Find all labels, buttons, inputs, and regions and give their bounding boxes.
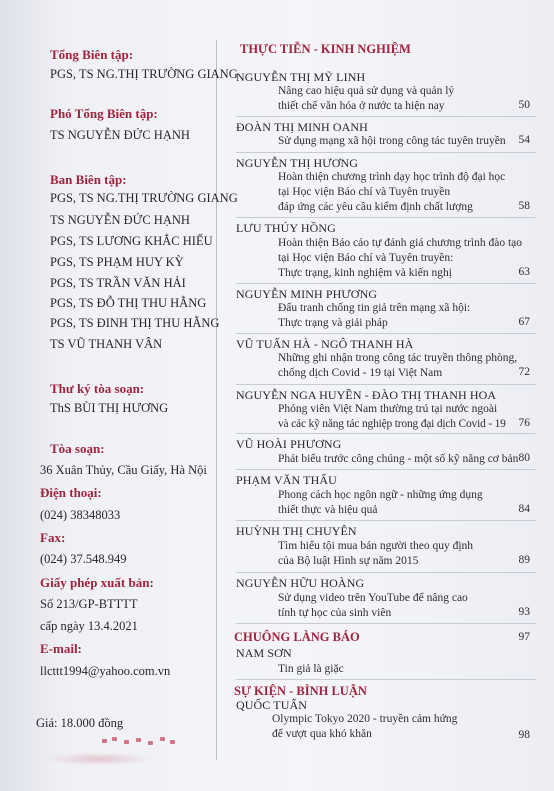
toc-page-number: 67 xyxy=(518,316,530,328)
entry-separator xyxy=(236,520,536,521)
board-member: TS VŨ THANH VÂN xyxy=(50,337,163,351)
entry-separator xyxy=(236,433,536,434)
toc-title: tại Học viện Báo chí và Tuyên truyền: xyxy=(278,252,454,264)
toc-title: tại Học viện Báo chí và Tuyên truyền xyxy=(278,186,451,198)
toc-author: QUỐC TUẤN xyxy=(236,698,308,712)
entry-separator xyxy=(236,116,536,117)
toc-author: VŨ HOÀI PHƯƠNG xyxy=(236,437,342,451)
toc-title: Những ghi nhận trong công tác truyền thông phòng, xyxy=(278,352,518,364)
section-heading: CHUÔNG LÀNG BÁO xyxy=(234,630,360,644)
entry-separator xyxy=(236,283,536,284)
toc-page-number: 63 xyxy=(518,266,530,278)
toc-author: ĐOÀN THỊ MINH OANH xyxy=(236,120,368,134)
toc-page-number: 72 xyxy=(518,366,530,378)
toc-page-number: 84 xyxy=(518,503,530,515)
toc-title: thiết thực và hiệu quả xyxy=(278,504,378,516)
toc-author: LƯU THÚY HỒNG xyxy=(236,221,336,235)
fax-number: (024) 37.548.949 xyxy=(40,552,127,566)
toc-title: Phát biểu trước công chúng - một số kỹ năng cơ bản xyxy=(278,453,519,465)
ink-smudge xyxy=(44,752,154,766)
toc-title: Tìm hiểu tội mua bán người theo quy định xyxy=(278,540,474,552)
toc-page-number: 58 xyxy=(518,200,530,212)
secretary-label: Thư ký tòa soạn: xyxy=(50,381,145,396)
toc-author: NGUYỄN HỮU HOÀNG xyxy=(236,576,365,590)
toc-title: chống dịch Covid - 19 tại Việt Nam xyxy=(278,367,443,379)
toc-title: Thực trạng và giải pháp xyxy=(278,317,388,329)
toc-author: NGUYỄN THỊ HƯƠNG xyxy=(236,156,359,170)
toc-author: HUỲNH THỊ CHUYÊN xyxy=(236,524,357,538)
toc-page-number: 76 xyxy=(518,417,530,429)
entry-separator xyxy=(236,469,536,470)
fax-label: Fax: xyxy=(40,530,66,545)
board-member: PGS, TS LƯƠNG KHẮC HIẾU xyxy=(50,234,213,248)
toc-title: đáp ứng các yêu cầu kiểm định chất lượng xyxy=(278,201,473,213)
board-member: PGS, TS PHẠM HUY KỲ xyxy=(50,255,184,269)
entry-separator xyxy=(236,623,536,624)
toc-title: Tin giả là giặc xyxy=(278,663,344,675)
toc-page-number: 54 xyxy=(518,134,530,146)
secretary-name: ThS BÙI THỊ HƯƠNG xyxy=(50,401,169,415)
toc-title: Sử dụng video trên YouTube để nâng cao xyxy=(278,592,468,604)
toc-title: tính tự học của sinh viên xyxy=(278,607,392,619)
toc-title: của Bộ luật Hình sự năm 2015 xyxy=(278,555,419,567)
editor-in-chief-label: Tổng Biên tập: xyxy=(50,47,134,62)
toc-page-number: 93 xyxy=(518,606,530,618)
toc-page-number: 89 xyxy=(518,554,530,566)
toc-author: NAM SƠN xyxy=(236,646,292,660)
red-stamp-marks xyxy=(100,735,180,747)
toc-author: PHẠM VĂN THẤU xyxy=(236,473,337,487)
toc-title: Hoàn thiện chương trình dạy học trình độ đại học xyxy=(278,171,506,183)
toc-page-number: 97 xyxy=(518,631,530,643)
toc-title: Nâng cao hiệu quả sử dụng và quản lý xyxy=(278,85,455,97)
board-member: PGS, TS TRẦN VĂN HẢI xyxy=(50,276,186,290)
toc-title: Hoàn thiện Báo cáo tự đánh giá chương trình đào tạo xyxy=(278,237,523,249)
section-heading: THỰC TIỄN - KINH NGHIỆM xyxy=(240,42,411,56)
toc-title: Phóng viên Việt Nam thường trú tại nước ngoài xyxy=(278,403,498,415)
board-member: PGS, TS ĐỖ THỊ THU HẰNG xyxy=(50,296,207,310)
toc-title: Phong cách học ngôn ngữ - những ứng dụng xyxy=(278,489,483,501)
table-of-contents xyxy=(222,0,554,791)
toc-author: NGUYỄN MINH PHƯƠNG xyxy=(236,287,378,301)
license-label: Giấy phép xuất bản: xyxy=(40,575,154,590)
toc-title: thiết chế văn hóa ở nước ta hiện nay xyxy=(278,100,445,112)
deputy-label: Phó Tổng Biên tập: xyxy=(50,106,158,121)
toc-author: NGUYỄN THỊ MỸ LINH xyxy=(236,70,366,84)
license-date: cấp ngày 13.4.2021 xyxy=(40,619,138,633)
board-label: Ban Biên tập: xyxy=(50,172,127,187)
phone-label: Điện thoại: xyxy=(40,485,102,500)
phone-number: (024) 38348033 xyxy=(40,508,121,522)
entry-separator xyxy=(236,217,536,218)
masthead-column xyxy=(0,0,238,791)
toc-author: VŨ TUẤN HÀ - NGÔ THANH HÀ xyxy=(236,337,414,351)
toc-page-number: 80 xyxy=(518,452,530,464)
section-heading: SỰ KIỆN - BÌNH LUẬN xyxy=(234,684,367,698)
entry-separator xyxy=(236,679,536,680)
toc-page-number: 98 xyxy=(518,729,530,741)
board-member: PGS, TS ĐINH THỊ THU HẰNG xyxy=(50,316,220,330)
board-member: PGS, TS NG.THỊ TRƯỜNG GIANG xyxy=(50,191,238,205)
entry-separator xyxy=(236,384,536,385)
office-address: 36 Xuân Thủy, Cầu Giấy, Hà Nội xyxy=(40,463,207,477)
toc-title: Olympic Tokyo 2020 - truyền cảm hứng xyxy=(272,713,458,725)
license-number: Số 213/GP-BTTTT xyxy=(40,597,138,611)
toc-title: và các kỹ năng tác nghiệp trong đại dịch Covid - 19 xyxy=(278,418,506,430)
toc-title: để vượt qua khó khăn xyxy=(272,728,372,740)
toc-title: Đấu tranh chống tin giả trên mạng xã hội: xyxy=(278,302,471,314)
editor-in-chief-name: PGS, TS NG.THỊ TRƯỜNG GIANG xyxy=(50,67,238,81)
entry-separator xyxy=(236,152,536,153)
deputy-name: TS NGUYỄN ĐỨC HẠNH xyxy=(50,128,190,142)
toc-page-number: 50 xyxy=(518,99,530,111)
price: Giá: 18.000 đồng xyxy=(36,716,124,730)
email-address: llcttt1994@yahoo.com.vn xyxy=(40,664,171,678)
entry-separator xyxy=(236,572,536,573)
toc-title: Thực trạng, kinh nghiệm và kiến nghị xyxy=(278,267,452,279)
board-member: TS NGUYỄN ĐỨC HẠNH xyxy=(50,213,190,227)
office-label: Tòa soạn: xyxy=(50,441,105,456)
entry-separator xyxy=(236,333,536,334)
toc-author: NGUYỄN NGA HUYỀN - ĐÀO THỊ THANH HOA xyxy=(236,388,497,402)
email-label: E-mail: xyxy=(40,641,82,656)
toc-title: Sử dụng mạng xã hội trong công tác tuyên truyền xyxy=(278,135,506,147)
column-divider xyxy=(216,40,217,760)
